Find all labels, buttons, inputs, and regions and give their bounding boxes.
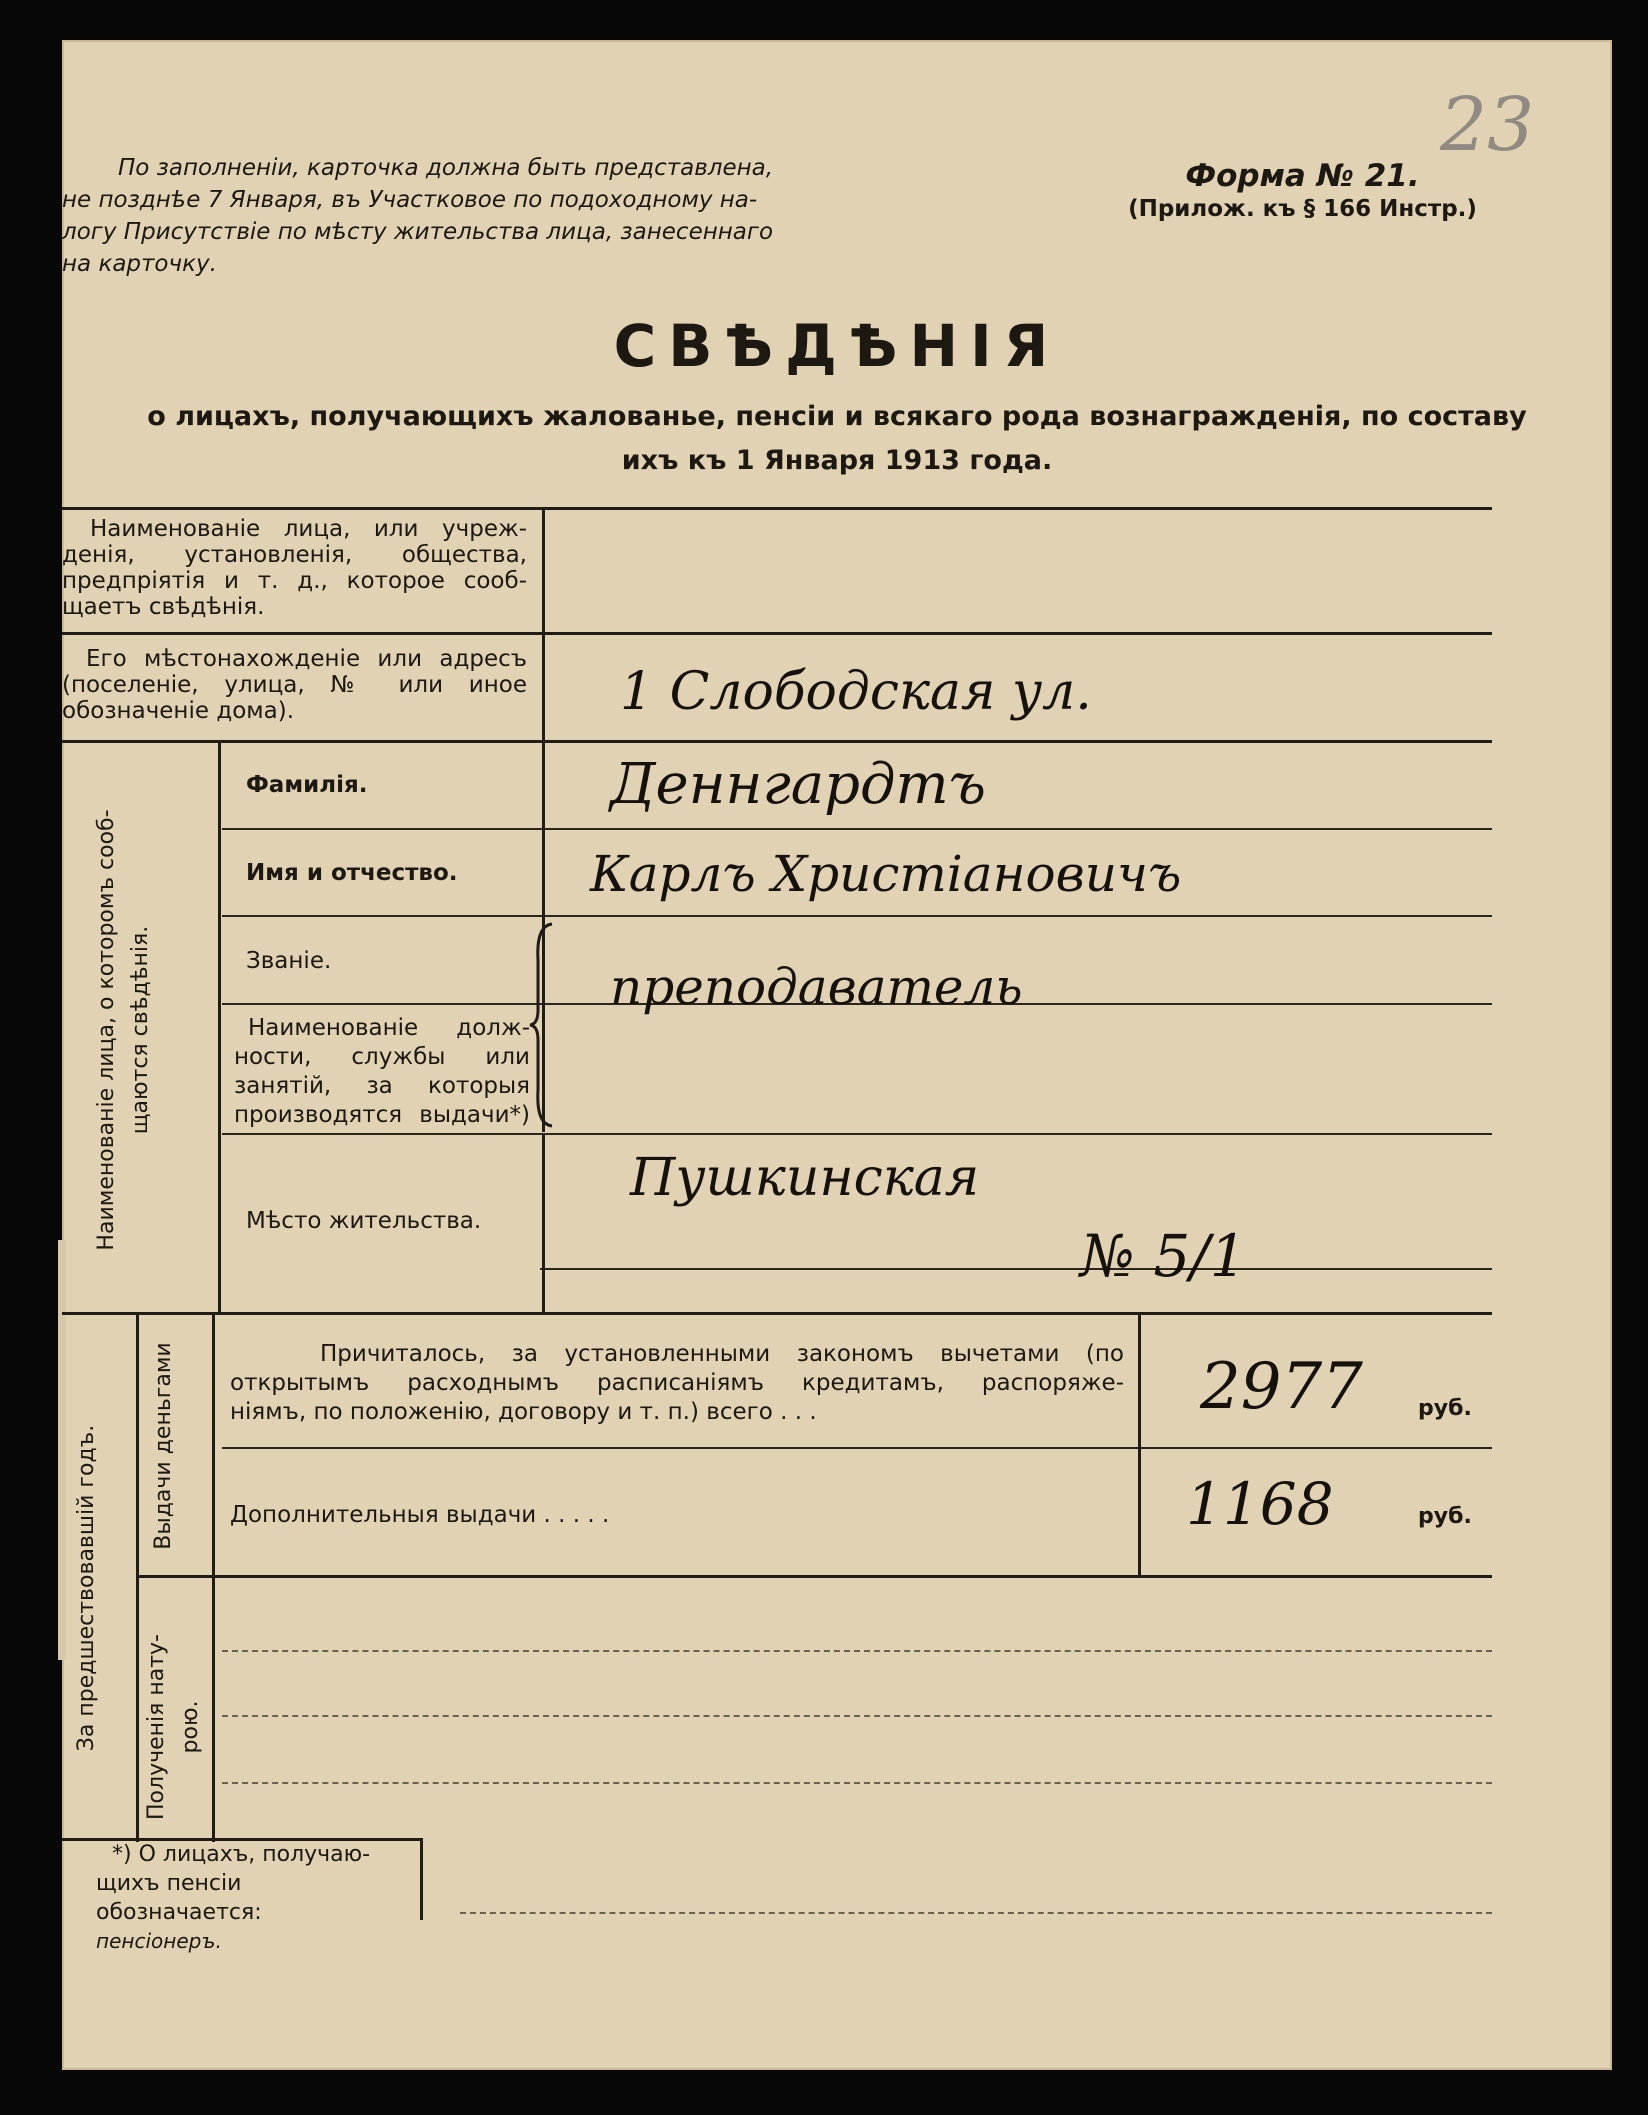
label-line: рою. xyxy=(178,1700,203,1754)
dotted-rule xyxy=(222,1715,1492,1717)
label-line: обозначеніе дома). xyxy=(62,698,295,724)
label-line: ніямъ, по положенію, договору и т. п.) всего . . . xyxy=(230,1399,817,1425)
form-annex: (Прилож. къ § 166 Инстр.) xyxy=(1128,196,1477,222)
dotted-rule xyxy=(460,1912,1492,1914)
section-rule xyxy=(62,1312,1492,1315)
instruction-line: По заполненіи, карточка должна быть представлена, xyxy=(118,155,774,181)
column-rule xyxy=(218,740,221,1312)
label-line: (поселеніе, улица, № или иное xyxy=(62,672,527,698)
row-rule xyxy=(222,1133,1492,1135)
surname-value[interactable]: Деннгардтъ xyxy=(610,752,986,817)
position-label xyxy=(234,1014,530,1130)
label-line: щаетъ свѣдѣнія. xyxy=(62,594,265,620)
form-number-block xyxy=(1110,158,1495,222)
address-label xyxy=(62,646,527,724)
label-line: Полученія нату- xyxy=(144,1634,169,1820)
salary-currency: руб. xyxy=(1418,1396,1472,1421)
rank-label: Званіе. xyxy=(246,948,332,974)
column-rule xyxy=(1138,1312,1141,1577)
document-subtitle xyxy=(62,395,1612,483)
row-rule xyxy=(222,828,1492,830)
salary-label xyxy=(230,1340,1124,1427)
column-rule xyxy=(136,1312,139,1842)
dotted-rule xyxy=(222,1782,1492,1784)
informant-label xyxy=(62,516,527,620)
label-line: производятся выдачи*) xyxy=(234,1102,530,1128)
table-top-rule xyxy=(62,507,1492,510)
money-label: Выдачи деньгами xyxy=(151,1342,176,1550)
row-rule xyxy=(62,740,1492,743)
instruction-line: на карточку. xyxy=(62,251,217,277)
paper-edge xyxy=(58,1240,66,1660)
extra-label: Дополнительныя выдачи . . . . . xyxy=(230,1502,610,1528)
person-group-label xyxy=(90,770,170,1290)
footnote-line: *) О лицахъ, получаю- xyxy=(112,1842,371,1867)
address-value[interactable]: 1 Слободская ул. xyxy=(620,662,1092,722)
label-line: открытымъ расходнымъ расписаніямъ кредитамъ, распоряже- xyxy=(230,1370,1124,1396)
extra-value[interactable]: 1168 xyxy=(1186,1470,1334,1538)
label-line: ности, службы или xyxy=(234,1044,530,1070)
surname-label: Фамилія. xyxy=(246,772,368,798)
label-line: занятій, за которыя xyxy=(234,1073,530,1099)
subtitle-line-2: ихъ къ 1 Января 1913 года. xyxy=(621,445,1053,476)
residence-value-number[interactable]: № 5/1 xyxy=(1080,1222,1247,1290)
instruction-note xyxy=(62,152,862,280)
page-number: 23 xyxy=(1440,82,1535,168)
document-title: СВѢДѢНІЯ xyxy=(613,312,1061,380)
label-line: Наименованіе лица, о которомъ сооб- xyxy=(94,809,119,1251)
label-line: Наименованіе долж- xyxy=(248,1015,530,1041)
form-number: Форма № 21. xyxy=(1185,158,1420,194)
residence-label: Мѣсто жительства. xyxy=(246,1208,482,1234)
extra-currency: руб. xyxy=(1418,1504,1472,1529)
footnote-line: щихъ пенсіи обозначается: xyxy=(96,1871,262,1925)
row-rule xyxy=(222,1447,1492,1449)
label-line: Причиталось, за установленными закономъ вычетами (по xyxy=(320,1341,1124,1367)
row-rule xyxy=(62,632,1492,635)
label-line: Его мѣстонахожденіе или адресъ xyxy=(86,646,527,672)
label-line: щаются свѣдѣнія. xyxy=(128,925,153,1135)
residence-value-street[interactable]: Пушкинская xyxy=(630,1148,980,1208)
column-rule xyxy=(212,1312,215,1842)
year-label: За предшествовавшій годъ. xyxy=(74,1424,99,1752)
footnote-line: пенсіонеръ. xyxy=(96,1929,222,1953)
instruction-line: логу Присутствіе по мѣсту жительства лица, занесеннаго xyxy=(62,219,774,245)
rank-value[interactable]: преподаватель xyxy=(610,958,1023,1016)
brace-icon xyxy=(528,920,558,1130)
label-line: денія, установленія, общества, xyxy=(62,542,527,568)
column-rule xyxy=(420,1838,423,1920)
column-rule xyxy=(542,1135,545,1312)
kind-label xyxy=(140,1622,212,1832)
instruction-line: не позднѣе 7 Января, въ Участковое по подоходному на- xyxy=(62,187,758,213)
salary-value[interactable]: 2977 xyxy=(1200,1350,1363,1424)
row-rule xyxy=(222,915,1492,917)
subtitle-line-1: о лицахъ, получающихъ жалованье, пенсіи и всякаго рода вознагражденія, по составу xyxy=(147,401,1527,432)
name-label: Имя и отчество. xyxy=(246,860,458,886)
label-line: предпріятія и т. д., которое сооб- xyxy=(62,568,527,594)
dotted-rule xyxy=(540,1268,1492,1270)
footnote xyxy=(96,1840,408,1956)
dotted-rule xyxy=(222,1650,1492,1652)
label-line: Наименованіе лица, или учреж- xyxy=(90,516,527,542)
row-rule xyxy=(136,1575,1492,1578)
name-value[interactable]: Карлъ Христіановичъ xyxy=(590,845,1182,903)
